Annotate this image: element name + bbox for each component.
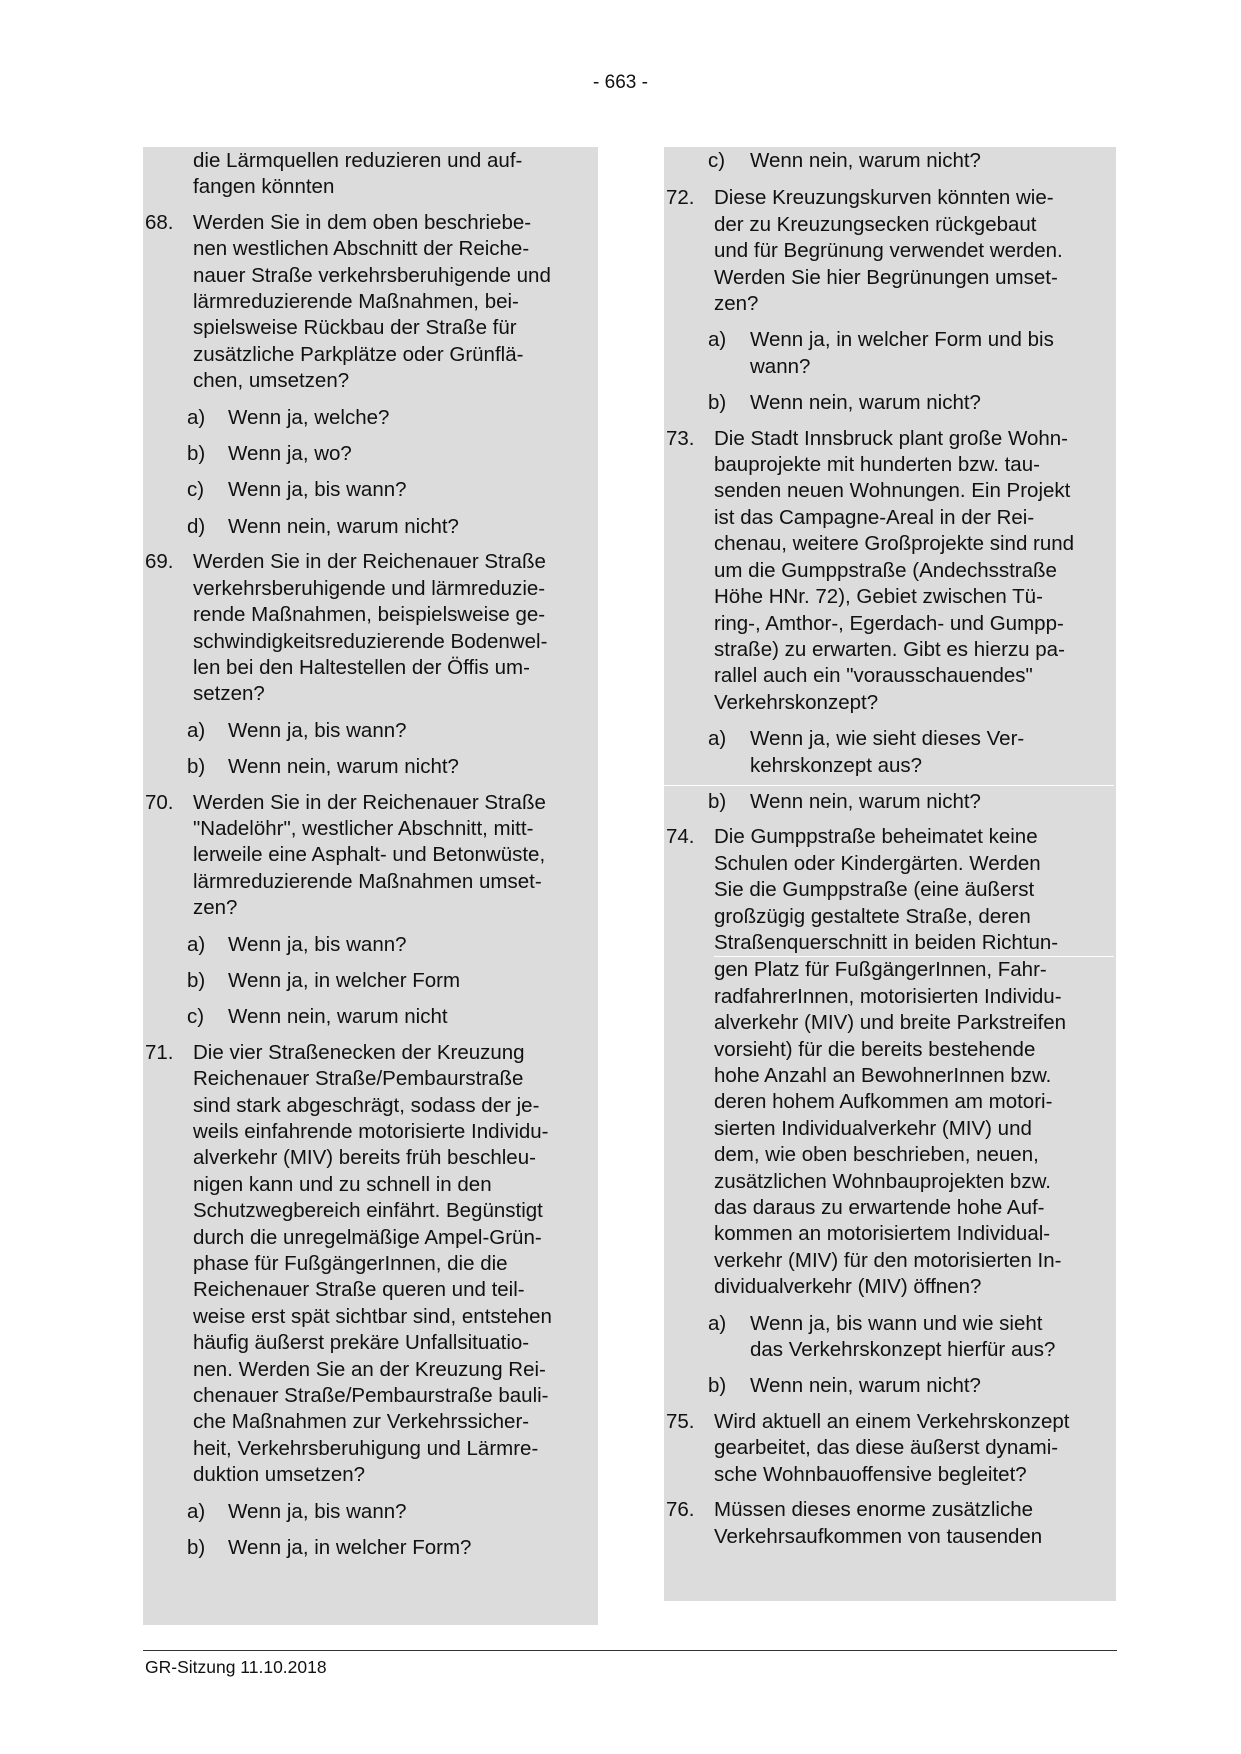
left-column [143, 147, 598, 1625]
question-75: 75. Wird aktuell an einem Verkehrskonzept gearbeitet, das diese äußerst dynami- sche Wohnbauoffensive begleitet? [666, 1409, 1070, 1486]
question-number: 74. [666, 825, 695, 849]
question-number: 72. [666, 186, 695, 210]
question-number: 75. [666, 1409, 695, 1433]
sub-question: c) Wenn nein, warum nicht? [708, 149, 981, 172]
sub-question: a) Wenn ja, bis wann und wie sieht das Verkehrskonzept hierfür aus? [708, 1311, 1056, 1362]
question-74: 74. Die Gumppstraße beheimatet keine Schulen oder Kindergärten. Werden Sie die Gumppstraße (eine äußerst großzügig gestaltete Straße, deren Straßenquerschnitt in beiden Richtun- gen Platz für FußgängerInnen, Fahr- radfahrerInnen, motorisierten Individu- alverkehr (MIV) und breite Parkstreifen vorsieht) für die bereits bestehende hohe Anzahl an BewohnerInnen bzw. deren hohem Aufkommen am motori- sierten Individualverkehr (MIV) und dem, wie oben beschrieben, neuen, zusätzlichen Wohnbauprojekten bzw. das daraus zu erwartende hohe Auf- kommen an motorisiertem Individual- verkehr (MIV) für den motorisierten In- dividualverkehr (MIV) öffnen? [664, 824, 1114, 1300]
sub-question: b) Wenn nein, warum nicht? [708, 391, 981, 415]
sub-question: a) Wenn ja, wie sieht dieses Ver- kehrskonzept aus? [708, 727, 1025, 777]
continued-text: die Lärmquellen reduzieren und auf- fangen könnten [193, 149, 523, 199]
sub-question: a) Wenn ja, in welcher Form und bis wann? [708, 328, 1054, 378]
sub-question: a) Wenn ja, welche? [187, 405, 390, 429]
sub-question: b) Wenn nein, warum nicht? [187, 755, 459, 779]
question-70: 70. Werden Sie in der Reichenauer Straße "Nadelöhr", westlicher Abschnitt, mitt- lerweile eine Asphalt- und Betonwüste, lärmreduzierende Maßnahmen umset- zen? [145, 790, 546, 920]
question-76: 76. Müssen dieses enorme zusätzliche Verkehrsaufkommen von tausenden [666, 1498, 1043, 1548]
question-number: 70. [145, 790, 174, 814]
sub-question: a) Wenn ja, bis wann? [187, 718, 407, 742]
question-number: 69. [145, 550, 174, 574]
sub-question: b) Wenn nein, warum nicht? [708, 1374, 981, 1398]
question-number: 68. [145, 210, 174, 234]
sub-question: c) Wenn ja, bis wann? [187, 478, 407, 502]
sub-question: c) Wenn nein, warum nicht [187, 1005, 448, 1029]
question-number: 76. [666, 1498, 695, 1522]
question-72: 72. Diese Kreuzungskurven könnten wie- der zu Kreuzungsecken rückgebaut und für Begrünung verwendet werden. Werden Sie hier Begrünungen umset- zen? [666, 186, 1063, 316]
divider [664, 785, 1114, 786]
sub-question: a) Wenn ja, bis wann? [187, 1499, 407, 1523]
footer-text: GR-Sitzung 11.10.2018 [145, 1657, 327, 1677]
right-column [664, 147, 1116, 1601]
question-73: 73. Die Stadt Innsbruck plant große Wohn- bauprojekte mit hunderten bzw. tau- senden neuen Wohnungen. Ein Projekt ist das Campagne-Areal in der Rei- chenau, weitere Großprojekte sind rund um die Gumppstraße (Andechsstraße Höhe HNr. 72), Gebiet zwischen Tü- ring-, Amthor-, Egerdach- und Gumpp- straße) zu erwarten. Gibt es hierzu pa- rallel auch ein "vorausschauendes" Verkehrskonzept? [666, 426, 1075, 714]
sub-question: d) Wenn nein, warum nicht? [187, 514, 459, 538]
question-69: 69. Werden Sie in der Reichenauer Straße verkehrsberuhigende und lärmreduzie- rende Maßnahmen, beispielsweise ge- schwindigkeitsreduzierende Bodenwel- len bei den Haltestellen der Öffis um- setzen? [145, 550, 548, 706]
sub-question: b) Wenn nein, warum nicht? [708, 789, 981, 813]
sub-question: b) Wenn ja, in welcher Form? [187, 1536, 472, 1560]
sub-question: b) Wenn ja, wo? [187, 442, 352, 466]
question-68: 68. Werden Sie in dem oben beschriebe- nen westlichen Abschnitt der Reiche- nauer Straße verkehrsberuhigende und lärmreduzierende Maßnahmen, bei- spielsweise Rückbau der Straße für zusätzliche Parkplätze oder Grünflä- chen, umsetzen? [145, 210, 551, 393]
page-number: - 663 - [593, 72, 648, 93]
question-71: 71. Die vier Straßenecken der Kreuzung Reichenauer Straße/Pembaurstraße sind stark abgeschrägt, sodass der je- weils einfahrende motorisierte Individu- alverkehr (MIV) bereits früh beschleu- nigen kann und zu schnell in den Schutzwegbereich einfährt. Begünstigt durch die unregelmäßige Ampel-Grün- phase für FußgängerInnen, die die Reichenauer Straße queren und teil- weise erst spät sichtbar sind, entstehen häufig äußerst prekäre Unfallsituatio- nen. Werden Sie an der Kreuzung Rei- chenauer Straße/Pembaurstraße bauli- che Maßnahmen zur Verkehrssicher- heit, Verkehrsberuhigung und Lärmre- duktion umsetzen? [145, 1040, 552, 1487]
sub-question: b) Wenn ja, in welcher Form [187, 968, 461, 992]
footer-rule [143, 1650, 1117, 1651]
question-number: 73. [666, 426, 695, 450]
question-number: 71. [145, 1040, 174, 1064]
sub-question: a) Wenn ja, bis wann? [187, 932, 407, 956]
